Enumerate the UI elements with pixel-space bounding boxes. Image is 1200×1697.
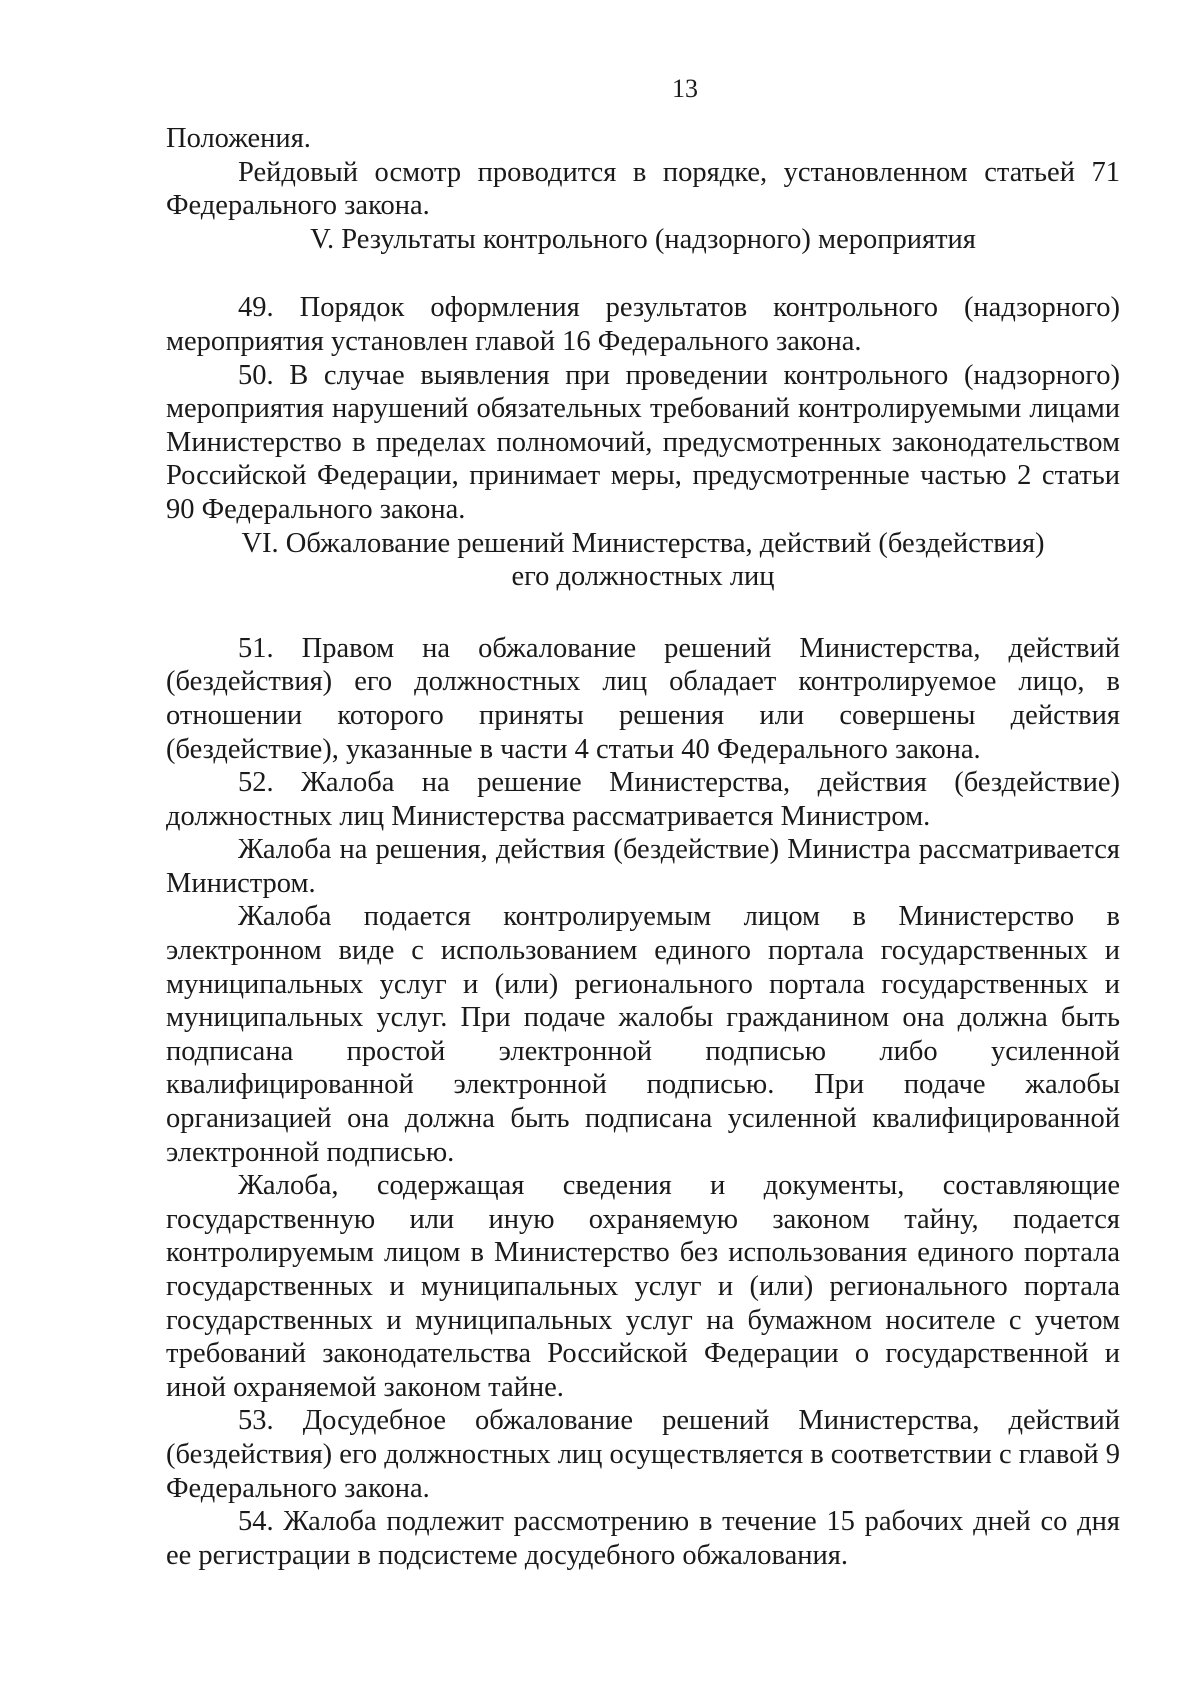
paragraph-54: 54. Жалоба подлежит рассмотрению в течение 15 рабочих дней со дня ее регистрации в подсистеме досудебного обжалования. [166, 1506, 1120, 1571]
paragraph-51: 51. Правом на обжалование решений Министерства, действий (бездействия) его должностных лиц обладает контролируемое лицо, в отношении которого приняты решения или совершены действия (бездействие), указанные в части 4 статьи 40 Федерального закона. [166, 632, 1120, 765]
paragraph-complaint-minister: Жалоба на решения, действия (бездействие) Министра рассматривается Министром. [166, 834, 1120, 899]
paragraph-raid-inspection: Рейдовый осмотр проводится в порядке, установленном статьей 71 Федерального закона. [166, 156, 1120, 222]
section-vi-heading [166, 527, 1120, 594]
paragraph-continuation: Положения. [166, 123, 311, 154]
paragraph-complaint-electronic: Жалоба подается контролируемым лицом в Министерство в электронном виде с использованием единого портала государственных и муниципальных услуг и (или) регионального портала государственных и муниципальных услуг. При подаче жалобы гражданином она должна быть подписана простой электронной подписью либо усиленной квалифицированной электронной подписью. При подаче жалобы организацией она должна быть подписана усиленной квалифицированной электронной подписью. [166, 901, 1120, 1168]
page-number: 13 [672, 74, 698, 103]
section-vi-heading-line-2: его должностных лиц [511, 561, 775, 593]
section-v-heading: V. Результаты контрольного (надзорного) мероприятия [310, 223, 976, 255]
paragraph-50: 50. В случае выявления при проведении контрольного (надзорного) мероприятия нарушений обязательных требований контролируемыми лицами Министерство в пределах полномочий, предусмотренных законодательством Российской Федерации, принимает меры, предусмотренные частью 2 статьи 90 Федерального закона. [166, 359, 1120, 525]
paragraph-53: 53. Досудебное обжалование решений Министерства, действий (бездействия) его должностных лиц осуществляется в соответствии с главой 9 Федерального закона. [166, 1405, 1120, 1504]
paragraph-52: 52. Жалоба на решение Министерства, действия (бездействие) должностных лиц Министерства рассматривается Министром. [166, 767, 1120, 832]
document-body [166, 122, 1120, 1572]
paragraph-complaint-secret: Жалоба, содержащая сведения и документы, составляющие государственную или иную охраняемую законом тайну, подается контролируемым лицом в Министерство без использования единого портала государственных и муниципальных услуг и (или) регионального портала государственных и муниципальных услуг на бумажном носителе с учетом требований законодательства Российской Федерации о государственной и иной охраняемой законом тайне. [166, 1170, 1120, 1403]
paragraph-49: 49. Порядок оформления результатов контрольного (надзорного) мероприятия установлен главой 16 Федерального закона. [166, 292, 1120, 357]
section-vi-heading-line-1: VI. Обжалование решений Министерства, действий (бездействия) [241, 527, 1045, 559]
